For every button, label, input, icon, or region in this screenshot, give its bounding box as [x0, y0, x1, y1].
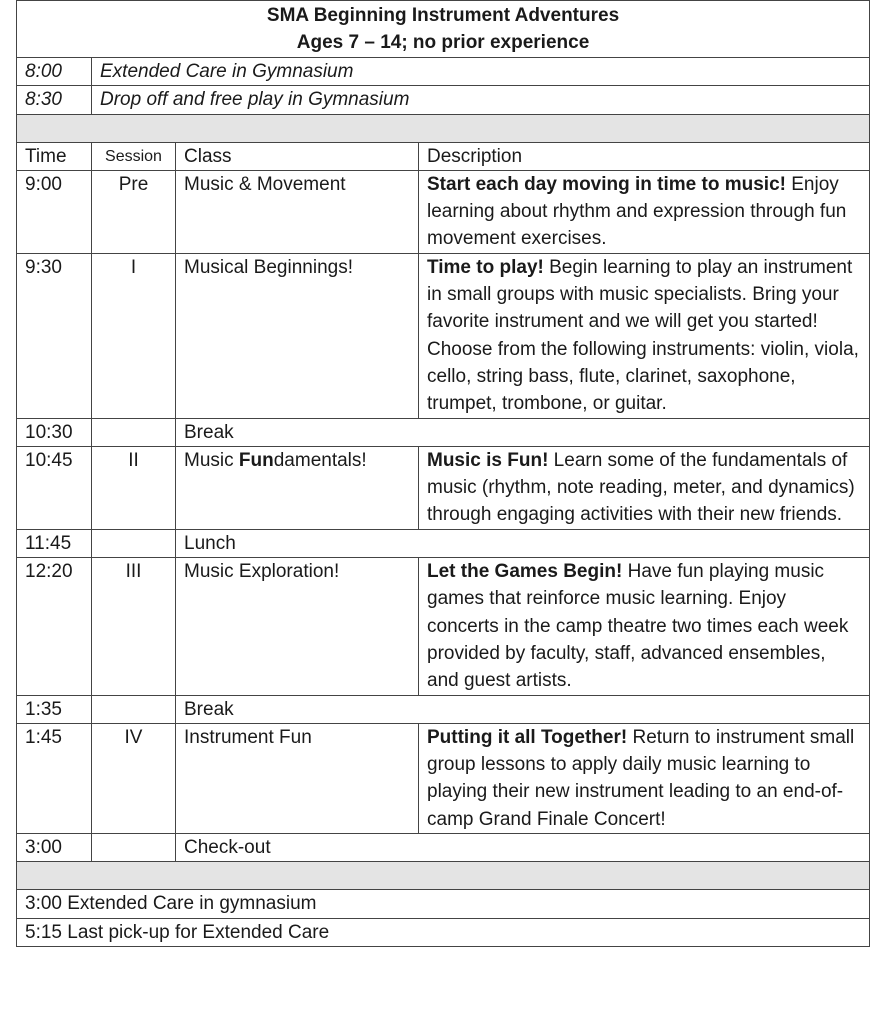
title-row — [17, 1, 870, 58]
column-header-class: Class — [176, 142, 419, 170]
class-text: damentals! — [273, 449, 367, 471]
activity-cell: Drop off and free play in Gymnasium — [92, 86, 870, 114]
session-cell — [92, 418, 176, 446]
class-cell: Musical Beginnings! — [176, 253, 419, 418]
time-cell: 11:45 — [17, 529, 92, 557]
description-lead: Let the Games Begin! — [427, 561, 623, 583]
description-cell — [419, 558, 870, 695]
class-cell: Instrument Fun — [176, 723, 419, 833]
description-body: Begin learning to play an instrument in small groups with music specialists. Bring your favorite instrument and we will get you started! Choose from the following instruments: violin, viola, cello, string bass, flute, clarinet, saxophone, trumpet, trombone, or guitar. — [427, 256, 859, 415]
class-cell: Check-out — [176, 834, 870, 862]
class-cell — [176, 446, 419, 529]
separator-row — [17, 114, 870, 142]
description-lead: Music is Fun! — [427, 449, 549, 471]
session-cell — [92, 695, 176, 723]
description-lead: Start each day moving in time to music! — [427, 173, 786, 195]
post-schedule-cell: 5:15 Last pick-up for Extended Care — [17, 918, 870, 946]
session-cell — [92, 834, 176, 862]
class-cell: Lunch — [176, 529, 870, 557]
description-body: Enjoy learning about rhythm and expression through fun movement exercises. — [427, 173, 847, 250]
time-cell: 12:20 — [17, 558, 92, 695]
session-cell: III — [92, 558, 176, 695]
schedule-row — [17, 834, 870, 862]
time-cell: 8:00 — [17, 58, 92, 86]
time-cell: 3:00 — [17, 834, 92, 862]
schedule-row — [17, 723, 870, 833]
schedule-table — [16, 0, 870, 947]
description-cell — [419, 723, 870, 833]
schedule-row — [17, 253, 870, 418]
time-cell: 1:35 — [17, 695, 92, 723]
description-cell — [419, 446, 870, 529]
session-cell: I — [92, 253, 176, 418]
page-subtitle: Ages 7 – 14; no prior experience — [296, 32, 590, 53]
class-text-bold: Fun — [238, 449, 274, 471]
column-header-description: Description — [419, 142, 870, 170]
class-text: Music — [184, 449, 239, 471]
column-header-session: Session — [92, 142, 176, 170]
description-body: Have fun playing music games that reinforce music learning. Enjoy concerts in the camp theatre two times each week provided by faculty, staff, advanced ensembles, and guest artists. — [427, 561, 849, 692]
post-schedule-row — [17, 918, 870, 946]
time-cell: 10:30 — [17, 418, 92, 446]
title-cell — [17, 1, 870, 58]
time-cell: 10:45 — [17, 446, 92, 529]
time-cell: 8:30 — [17, 86, 92, 114]
time-cell: 9:30 — [17, 253, 92, 418]
pre-schedule-row — [17, 86, 870, 114]
separator-cell — [17, 862, 870, 890]
post-schedule-cell: 3:00 Extended Care in gymnasium — [17, 890, 870, 918]
schedule-row — [17, 446, 870, 529]
session-cell — [92, 529, 176, 557]
schedule-row — [17, 529, 870, 557]
description-lead: Putting it all Together! — [427, 726, 628, 748]
time-cell: 9:00 — [17, 170, 92, 253]
description-cell — [419, 170, 870, 253]
description-body: Return to instrument small group lessons to apply daily music learning to playing their new instrument leading to an end-of-camp Grand Finale Concert! — [427, 726, 855, 830]
session-cell: IV — [92, 723, 176, 833]
class-cell: Break — [176, 418, 870, 446]
post-schedule-row — [17, 890, 870, 918]
column-header-time: Time — [17, 142, 92, 170]
time-cell: 1:45 — [17, 723, 92, 833]
description-body: Learn some of the fundamentals of music (rhythm, note reading, meter, and dynamics) through engaging activities with their new friends. — [427, 449, 855, 526]
description-lead: Time to play! — [427, 256, 544, 278]
schedule-row — [17, 170, 870, 253]
separator-row — [17, 862, 870, 890]
separator-cell — [17, 114, 870, 142]
schedule-row — [17, 695, 870, 723]
page-title: SMA Beginning Instrument Adventures — [266, 5, 620, 26]
session-cell: II — [92, 446, 176, 529]
schedule-row — [17, 418, 870, 446]
activity-cell: Extended Care in Gymnasium — [92, 58, 870, 86]
column-header-row — [17, 142, 870, 170]
class-cell: Break — [176, 695, 870, 723]
class-cell: Music Exploration! — [176, 558, 419, 695]
schedule-row — [17, 558, 870, 695]
pre-schedule-row — [17, 58, 870, 86]
description-cell — [419, 253, 870, 418]
session-cell: Pre — [92, 170, 176, 253]
class-cell: Music & Movement — [176, 170, 419, 253]
